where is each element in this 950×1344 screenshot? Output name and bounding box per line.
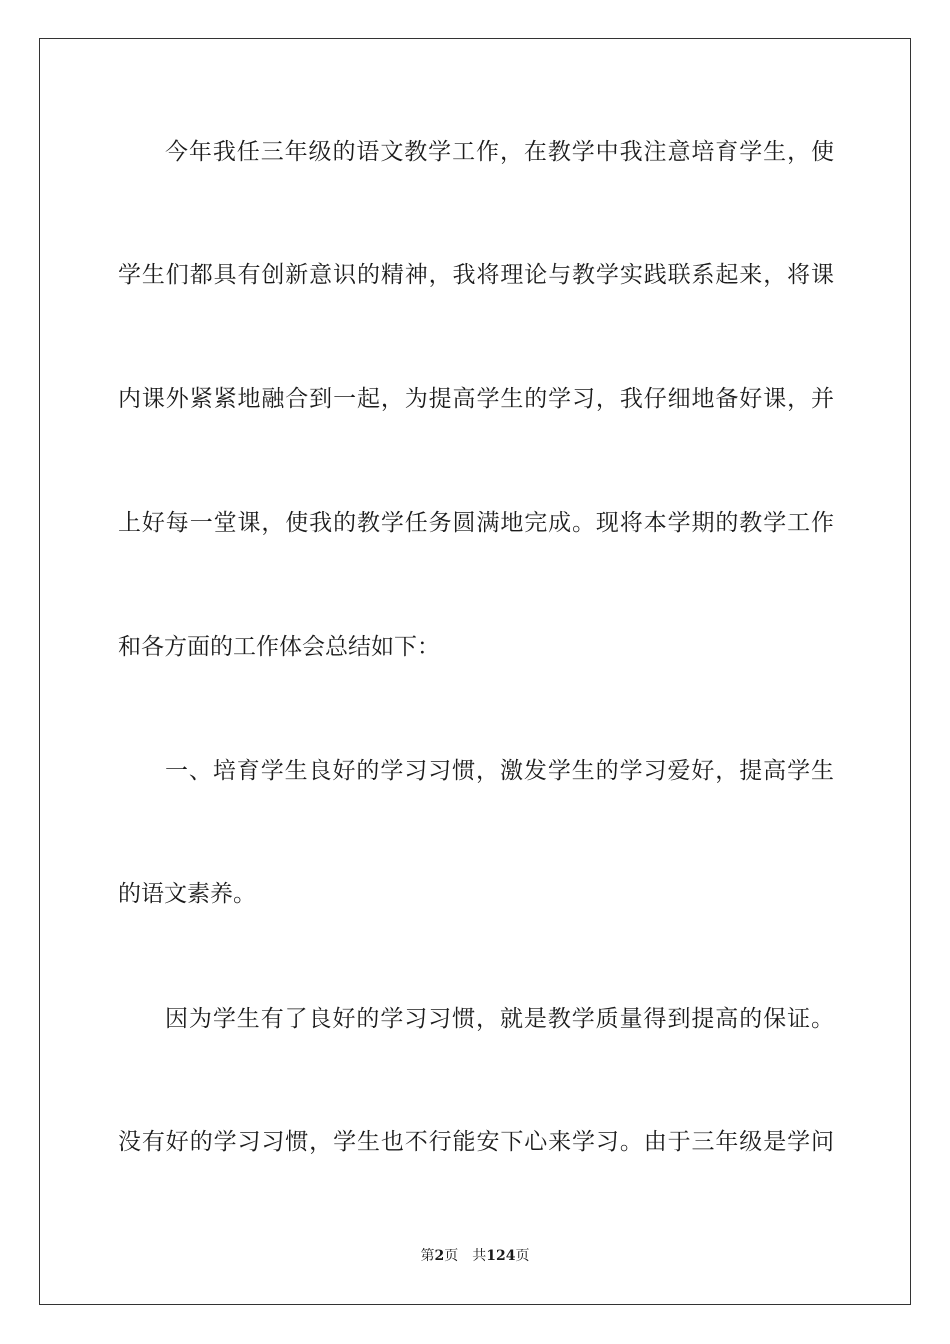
- page-border: [39, 38, 911, 1305]
- section-heading-continued: 的语文素养。: [118, 881, 256, 907]
- page-footer: [0, 1247, 950, 1265]
- paragraph-line: 和各方面的工作体会总结如下：: [118, 634, 440, 660]
- total-suffix: 页: [515, 1248, 530, 1264]
- paragraph-line: 内课外紧紧地融合到一起，为提高学生的学习，我仔细地备好课，并: [118, 386, 834, 412]
- paragraph-line: 因为学生有了良好的学习习惯，就是教学质量得到提高的保证。: [165, 1006, 834, 1032]
- section-heading: 一、培育学生良好的学习习惯，激发学生的学习爱好，提高学生: [165, 758, 834, 784]
- total-prefix: 共: [472, 1248, 487, 1264]
- page-prefix: 第: [420, 1248, 435, 1264]
- total-pages: 124: [486, 1248, 516, 1264]
- page-number: 2: [434, 1248, 445, 1264]
- paragraph-line: 没有好的学习习惯，学生也不行能安下心来学习。由于三年级是学问: [118, 1129, 834, 1155]
- paragraph-line: 今年我任三年级的语文教学工作，在教学中我注意培育学生，使: [165, 139, 834, 165]
- paragraph-line: 学生们都具有创新意识的精神，我将理论与教学实践联系起来，将课: [118, 262, 834, 288]
- page-suffix: 页: [444, 1248, 459, 1264]
- paragraph-line: 上好每一堂课，使我的教学任务圆满地完成。现将本学期的教学工作: [118, 510, 834, 536]
